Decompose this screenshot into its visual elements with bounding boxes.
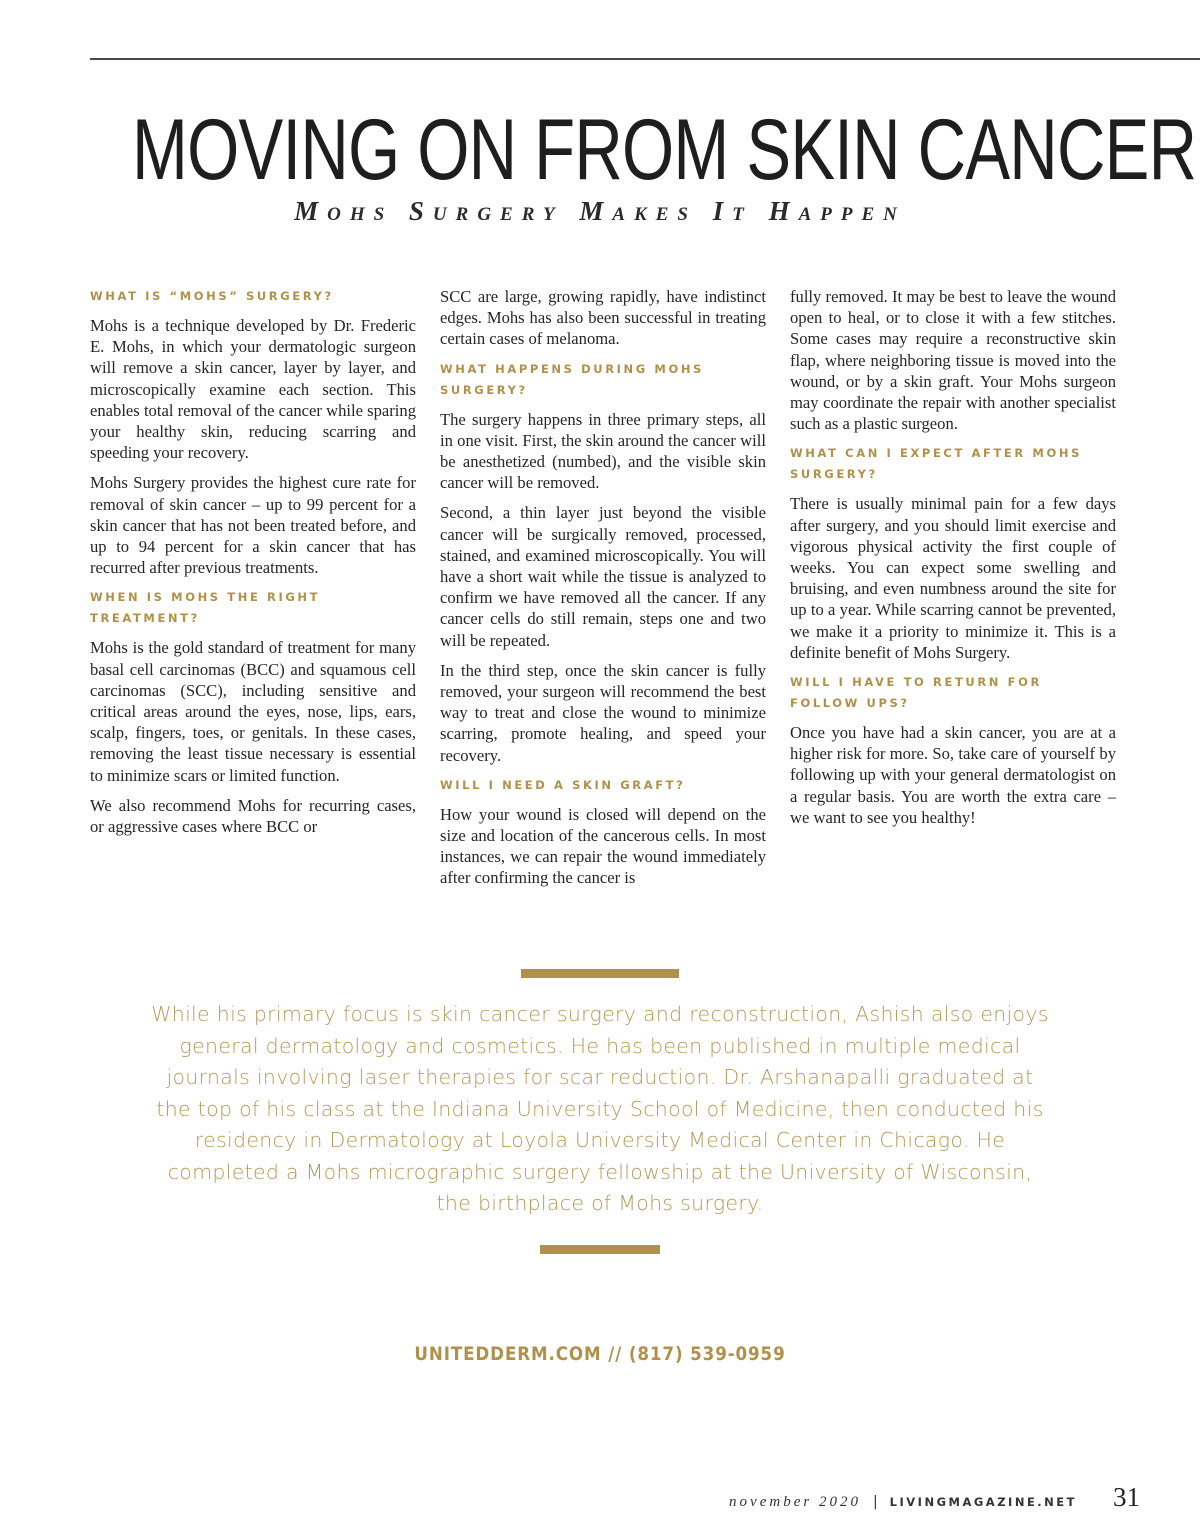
- footer-separator: |: [872, 1494, 878, 1510]
- article-column-2: [440, 286, 766, 898]
- paragraph: How your wound is closed will depend on the size and location of the cancerous cells. In most instances, we can repair the wound immediately after confirming the cancer is: [440, 804, 766, 888]
- paragraph: SCC are large, growing rapidly, have indistinct edges. Mohs has also been successful in treating certain cases of melanoma.: [440, 287, 766, 349]
- article-column-1: [90, 286, 416, 846]
- section-heading: WHAT HAPPENS DURING MOHS SURGERY?: [440, 361, 704, 397]
- section-heading: WILL I HAVE TO RETURN FOR FOLLOW UPS?: [790, 675, 1042, 711]
- issue-date: november 2020: [729, 1494, 861, 1510]
- article-column-3: [790, 286, 1116, 837]
- paragraph: There is usually minimal pain for a few days after surgery, and you should limit exercise and vigorous physical activity the first couple of weeks. You can expect some swelling and bruising, and even numbness around the site for up to a year. While scarring cannot be prevented, we make it a priority to minimize it. This is a definite benefit of Mohs Surgery.: [790, 494, 1116, 662]
- paragraph: Second, a thin layer just beyond the visible cancer will be surgically removed, processed, stained, and examined microscopically. You will have a short wait while the tissue is analyzed to confirm we have removed all the cancer. If any cancer cells do still remain, steps one and two will be repeated.: [440, 503, 766, 650]
- gold-divider-bottom: [540, 1245, 660, 1254]
- paragraph: Once you have had a skin cancer, you are at a higher risk for more. So, take care of yourself by following up with your general dermatologist on a regular basis. You are worth the extra care – we want to see you healthy!: [790, 723, 1116, 827]
- magazine-site: LIVINGMAGAZINE.NET: [889, 1495, 1077, 1509]
- section-heading: WILL I NEED A SKIN GRAFT?: [440, 777, 686, 792]
- page-number: 31: [1113, 1482, 1140, 1512]
- paragraph: Mohs is the gold standard of treatment for many basal cell carcinomas (BCC) and squamous cell carcinomas (SCC), including sensitive and critical areas around the eyes, nose, lips, ears, scalp, fingers, toes, or genitals. In these cases, removing the least tissue necessary is essential to minimize scars or limited function.: [90, 638, 416, 785]
- page-subtitle: Mohs Surgery Makes It Happen: [294, 196, 906, 226]
- paragraph: In the third step, once the skin cancer is fully removed, your surgeon will recommend the best way to treat and close the wound to minimize scarring, promote healing, and speed your recovery.: [440, 660, 766, 765]
- gold-divider-top: [521, 969, 679, 978]
- paragraph: Mohs Surgery provides the highest cure rate for removal of skin cancer – up to 99 percent for a skin cancer that has not been treated before, and up to 94 percent for a skin cancer that has recurred after previous treatments.: [90, 473, 416, 578]
- section-heading: WHEN IS MOHS THE RIGHT TREATMENT?: [90, 590, 321, 626]
- paragraph: Mohs is a technique developed by Dr. Frederic E. Mohs, in which your dermatologic surgeon will remove a skin cancer, layer by layer, and microscopically examine each section. This enables total removal of the cancer while sparing your healthy skin, reducing scarring and speeding your recovery.: [90, 316, 416, 463]
- paragraph: We also recommend Mohs for recurring cases, or aggressive cases where BCC or: [90, 795, 416, 837]
- doctor-bio: While his primary focus is skin cancer surgery and reconstruction, Ashish also enjoys general dermatology and cosmetics. He has been published in multiple medical journals involving laser therapies for scar reduction. Dr. Arshanapalli graduated at the top of his class at the Indiana University School of Medicine, then conducted his residency in Dermatology at Loyola University Medical Center in Chicago. He completed a Mohs micrographic surgery fellowship at the University of Wisconsin, the birthplace of Mohs surgery.: [151, 1002, 1049, 1215]
- paragraph: The surgery happens in three primary steps, all in one visit. First, the skin around the cancer will be anesthetized (numbed), and the visible skin cancer will be removed.: [440, 409, 766, 493]
- page-footer: [729, 1482, 1140, 1513]
- paragraph: fully removed. It may be best to leave the wound open to heal, or to close it with a few stitches. Some cases may require a reconstructive skin flap, where neighboring tissue is moved into the wound, or by a skin graft. Your Mohs surgeon may coordinate the repair with another specialist such as a plastic surgeon.: [790, 287, 1116, 434]
- contact-line: UNITEDDERM.COM // (817) 539-0959: [414, 1343, 786, 1365]
- top-rule: [90, 58, 1200, 60]
- page-title: MOVING ON FROM SKIN CANCER: [132, 102, 1197, 198]
- section-heading: WHAT IS “MOHS” SURGERY?: [90, 289, 334, 303]
- section-heading: WHAT CAN I EXPECT AFTER MOHS SURGERY?: [790, 446, 1082, 482]
